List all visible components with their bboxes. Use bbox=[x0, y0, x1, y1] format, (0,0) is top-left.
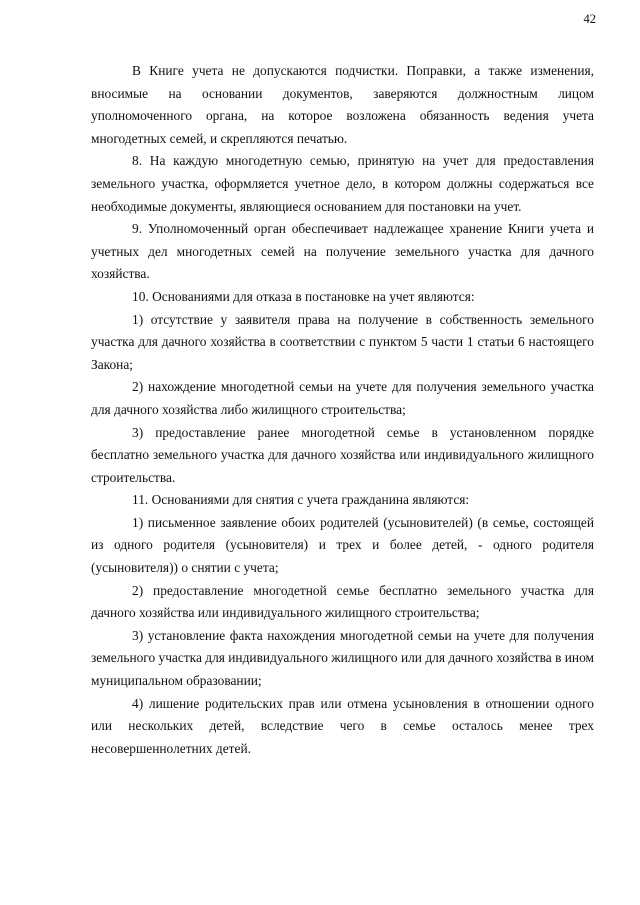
paragraph-book-corrections: В Книге учета не допускаются подчистки. Поправки, а также изменения, вносимые на основании документов, заверяются должностным лицом уполномоченного органа, на которое возложена обязанность ведения учета многодетных семей, и скрепляются печатью. bbox=[91, 63, 594, 146]
document-body bbox=[91, 60, 594, 760]
paragraph-item-11-2: 2) предоставление многодетной семье бесплатно земельного участка для дачного хозяйства или индивидуального жилищного строительства; bbox=[91, 582, 594, 621]
paragraph-item-11-4: 4) лишение родительских прав или отмена усыновления в отношении одного или нескольких детей, вследствие чего в семье осталось менее трех несовершеннолетних детей. bbox=[91, 695, 594, 756]
paragraph-item-10-1: 1) отсутствие у заявителя права на получение в собственность земельного участка для дачного хозяйства в соответствии с пунктом 5 части 1 статьи 6 настоящего Закона; bbox=[91, 311, 594, 372]
paragraph-item-10-2: 2) нахождение многодетной семьи на учете для получения земельного участка для дачного хозяйства либо жилищного строительства; bbox=[91, 379, 594, 417]
paragraph-item-11-heading: 11. Основаниями для снятия с учета гражданина являются: bbox=[132, 492, 470, 508]
paragraph-item-10-3: 3) предоставление ранее многодетной семье в установленном порядке бесплатно земельного участка для дачного хозяйства или индивидуального жилищного строительства. bbox=[91, 424, 594, 485]
paragraph-item-9: 9. Уполномоченный орган обеспечивает надлежащее хранение Книги учета и учетных дел многодетных семей на получение земельного участка для дачного хозяйства. bbox=[91, 221, 594, 282]
paragraph-item-11-1: 1) письменное заявление обоих родителей (усыновителей) (в семье, состоящей из одного родителя (усыновителя) и трех и более детей, - одного родителя (усыновителя)) о снятии с учета; bbox=[91, 514, 594, 576]
paragraph-item-11-3: 3) установление факта нахождения многодетной семьи на учете для получения земельного участка для индивидуального жилищного или для дачного хозяйства в ином муниципальном образовании; bbox=[91, 627, 594, 689]
paragraph-item-10-heading: 10. Основаниями для отказа в постановке на учет являются: bbox=[132, 288, 475, 304]
page-number: 42 bbox=[583, 12, 596, 26]
paragraph-item-8: 8. На каждую многодетную семью, принятую на учет для предоставления земельного участка, оформляется учетное дело, в котором должны содержаться все необходимые документы, являющиеся основанием для постановки на учет. bbox=[91, 153, 594, 214]
